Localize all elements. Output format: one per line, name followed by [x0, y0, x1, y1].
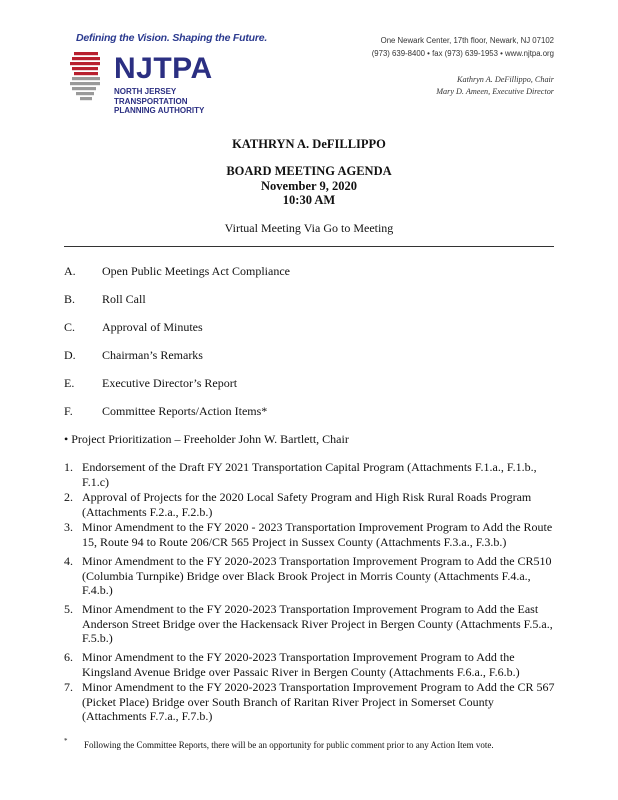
action-item-number: 1.	[64, 460, 73, 474]
meeting-venue: Virtual Meeting Via Go to Meeting	[224, 221, 394, 235]
action-item-text: Approval of Projects for the 2020 Local Safety Program and High Risk Rural Roads Program (Attachments F.2.a., F.2.b.)	[82, 490, 532, 519]
director-officer: Mary D. Ameen, Executive Director	[436, 86, 554, 96]
action-item-number: 2.	[64, 490, 73, 504]
action-item	[64, 490, 556, 519]
action-item-text: Minor Amendment to the FY 2020-2023 Transportation Improvement Program to Add the East Anderson Street Bridge over the Hackensack River Project in Bergen County (Attachments F.5.a., F.5.b.)	[82, 602, 553, 645]
page-title: BOARD MEETING AGENDA	[226, 164, 392, 178]
officers-block	[436, 74, 554, 97]
agenda-item-label: B.	[64, 292, 76, 306]
meeting-date: November 9, 2020	[261, 178, 357, 193]
agenda-item-text: Approval of Minutes	[102, 320, 203, 334]
action-item-number: 7.	[64, 680, 73, 694]
agenda-item-label: D.	[64, 348, 76, 362]
agenda-item-text: Committee Reports/Action Items*	[102, 404, 268, 418]
action-item	[64, 460, 556, 489]
footnote-mark: *	[64, 737, 68, 745]
logo-line: PLANNING AUTHORITY	[114, 106, 205, 115]
agenda-item-label: C.	[64, 320, 76, 334]
action-item-text: Minor Amendment to the FY 2020-2023 Transportation Improvement Program to Add the Kingsland Avenue Bridge over Passaic River in Bergen County (Attachments F.6.a., F.6.b.)	[82, 650, 520, 679]
address: One Newark Center, 17th floor, Newark, NJ 07102	[380, 36, 554, 45]
agenda-heading	[0, 164, 618, 208]
action-item-number: 5.	[64, 602, 73, 616]
logo-wordmark: NJTPA	[114, 52, 213, 85]
logo-subtitle	[114, 87, 204, 116]
agenda-item-text: Open Public Meetings Act Compliance	[102, 264, 290, 278]
nj-map-logo-icon	[64, 50, 110, 106]
action-item	[64, 650, 556, 679]
action-item-text: Minor Amendment to the FY 2020-2023 Transportation Improvement Program to Add the CR510 (Columbia Turnpike) Bridge over Black Brook Project in Morris County (Attachments F.4.a., F.4.b.)	[82, 554, 552, 597]
action-item	[64, 602, 556, 646]
tagline: Defining the Vision. Shaping the Future.	[76, 32, 268, 44]
action-item-number: 6.	[64, 650, 73, 664]
action-item-text: Endorsement of the Draft FY 2021 Transportation Capital Program (Attachments F.1.a., F.1.b., F.1.c)	[82, 460, 537, 489]
logo-line: NORTH JERSEY	[114, 87, 177, 96]
logo-gray-stripes	[70, 77, 100, 100]
committee-heading: • Project Prioritization – Freeholder John W. Bartlett, Chair	[64, 432, 349, 446]
meeting-time: 10:30 AM	[282, 193, 336, 207]
agenda-item-text: Chairman’s Remarks	[102, 348, 203, 362]
action-item-text: Minor Amendment to the FY 2020 - 2023 Transportation Improvement Program to Add the Route 15, Route 94 to Route 206/CR 565 Project in Sussex County (Attachments F.3.a., F.3.b.)	[82, 520, 553, 549]
divider	[64, 246, 554, 247]
contact-block	[372, 34, 554, 60]
agenda-item-text: Roll Call	[102, 292, 146, 306]
logo-red-stripes	[70, 52, 100, 75]
chair-officer: Kathryn A. DeFillippo, Chair	[457, 75, 554, 84]
action-item	[64, 520, 556, 549]
action-item-text: Minor Amendment to the FY 2020-2023 Transportation Improvement Program to Add the CR 567 (Picket Place) Bridge over South Branch of Raritan River Project in Somerset County (Attachments F.7.a., F.7.b.)	[82, 680, 555, 723]
agenda-item-label: F.	[64, 404, 73, 418]
phone-fax-web: (973) 639-8400 • fax (973) 639-1953 • www.njtpa.org	[371, 49, 554, 58]
agenda-item-label: A.	[64, 264, 76, 278]
footnote-text: Following the Committee Reports, there will be an opportunity for public comment prior to any Action Item vote.	[84, 740, 494, 750]
agenda-item-label: E.	[64, 376, 75, 390]
agenda-item-text: Executive Director’s Report	[102, 376, 238, 390]
action-item-number: 3.	[64, 520, 73, 534]
chair-name-heading: KATHRYN A. DeFILLIPPO	[232, 137, 386, 151]
logo-line: TRANSPORTATION	[114, 96, 188, 106]
action-item	[64, 680, 556, 724]
action-item-number: 4.	[64, 554, 73, 568]
action-item	[64, 554, 556, 598]
